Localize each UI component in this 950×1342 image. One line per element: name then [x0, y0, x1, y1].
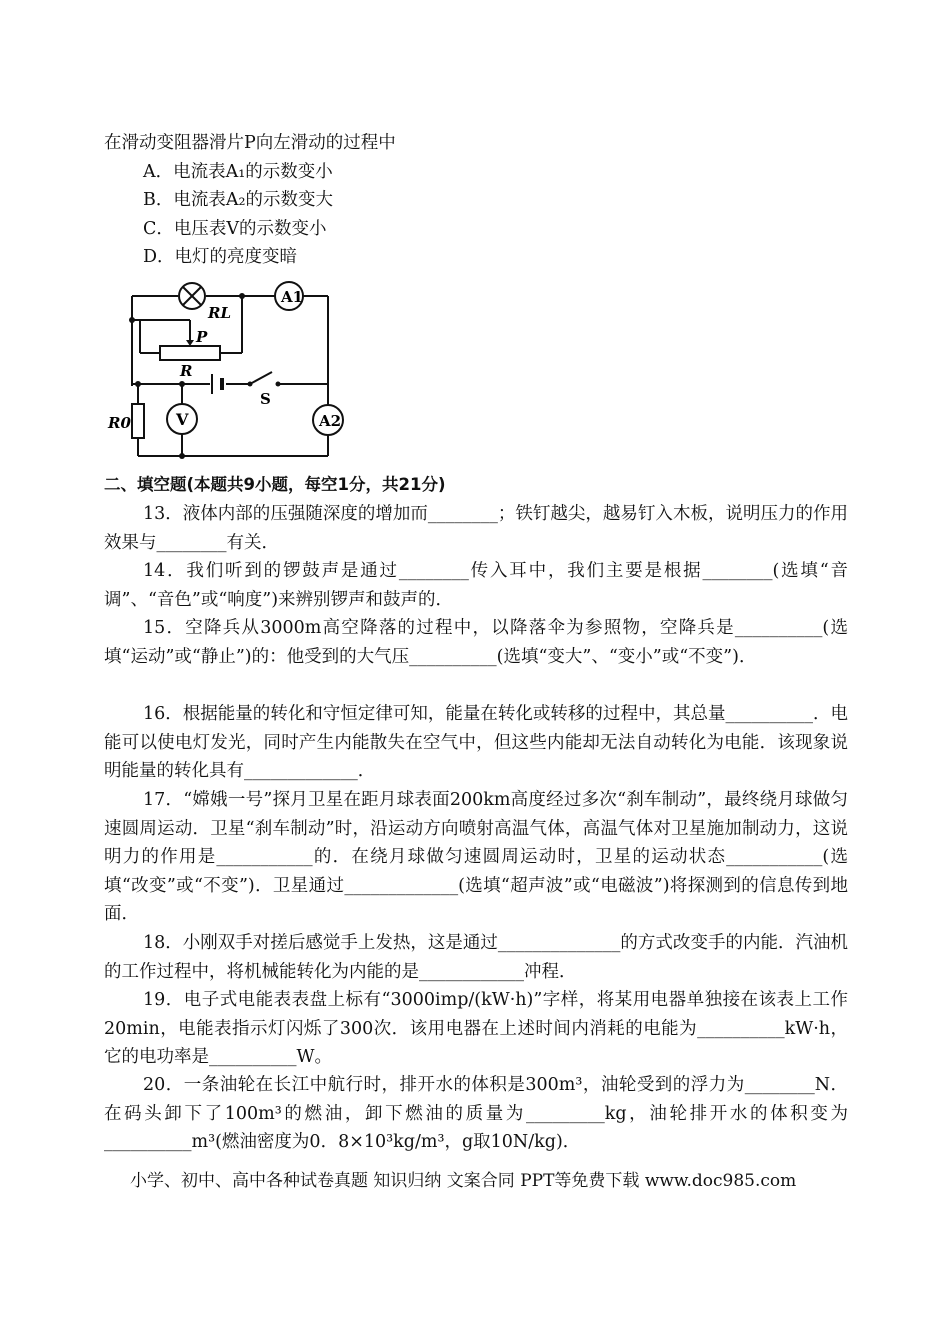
question-19-text: 19．电子式电能表表盘上标有“3000imp/(kW·h)”字样，将某用电器单独接在该表上工作20min，电能表指示灯闪烁了300次．该用电器在上述时间内消耗的电能为__________kW·h，它的电功率是__________W。 [104, 990, 848, 1067]
section-title: 二、填空题(本题共9小题，每空1分，共21分) [104, 475, 446, 494]
question-17-text: 17．“嫦娥一号”探月卫星在距月球表面200km高度经过多次“刹车制动”，最终绕月球做匀速圆周运动．卫星“刹车制动”时，沿运动方向喷射高温气体，高温气体对卫星施加制动力，这说明力的作用是___________的．在绕月球做匀速圆周运动时，卫星的运动状态___________(选填“改变”或“不变”)．卫星通过_____________(选填“超声波”或“电磁波”)将探测到的信息传到地面． [104, 790, 848, 924]
question-18-text: 18．小刚双手对搓后感觉手上发热，这是通过______________的方式改变手的内能．汽油机的工作过程中，将机械能转化为内能的是____________冲程． [104, 933, 848, 982]
rheostat-icon [160, 340, 220, 360]
ammeter-a1-label: A1 [281, 288, 304, 306]
question-20 [104, 1071, 848, 1157]
question-18 [104, 929, 848, 986]
voltmeter-label: V [176, 410, 189, 429]
footer-text: 小学、初中、高中各种试卷真题 知识归纳 文案合同 PPT等免费下载 www.doc985.com [130, 1171, 797, 1191]
circuit-diagram [100, 276, 360, 466]
rheostat-label: R [180, 362, 193, 380]
switch-label: S [260, 390, 271, 408]
question-12-stem: 在滑动变阻器滑片P向左滑动的过程中 [104, 133, 396, 153]
question-13-text: 13．液体内部的压强随深度的增加而________；铁钉越尖，越易钉入木板，说明压力的作用效果与________有关． [104, 504, 848, 553]
option-b: B．电流表A₂的示数变大 [143, 190, 334, 210]
slider-label: P [196, 328, 208, 346]
option-d: D．电灯的亮度变暗 [143, 247, 298, 267]
question-20-text: 20．一条油轮在长江中航行时，排开水的体积是300m³，油轮受到的浮力为________N．在码头卸下了100m³的燃油，卸下燃油的质量为_________kg，油轮排开水的体积变为__________m³(燃油密度为0．8×10³kg/m³，g取10N/kg)． [104, 1075, 848, 1152]
question-15-text: 15．空降兵从3000m高空降落的过程中，以降落伞为参照物，空降兵是__________(选填“运动”或“静止”)的：他受到的大气压__________(选填“变大”、“变小”或“不变”)． [104, 618, 848, 667]
question-19 [104, 986, 848, 1072]
question-14 [104, 557, 848, 614]
resistor-r0-icon [132, 404, 144, 438]
lamp-label: RL [208, 304, 232, 322]
ammeter-a2-label: A2 [319, 412, 342, 430]
option-c: C．电压表V的示数变小 [143, 219, 327, 239]
option-a: A．电流表A₁的示数变小 [143, 162, 333, 182]
question-15 [104, 614, 848, 671]
question-17 [104, 786, 848, 929]
battery-icon [212, 374, 222, 394]
question-14-text: 14．我们听到的锣鼓声是通过________传入耳中，我们主要是根据________(选填“音调”、“音色”或“响度”)来辨别锣声和鼓声的． [104, 561, 848, 610]
question-13 [104, 500, 848, 557]
question-16 [104, 700, 848, 786]
resistor-r0-label: R0 [108, 414, 131, 432]
lamp-icon [179, 283, 205, 309]
question-16-text: 16．根据能量的转化和守恒定律可知，能量在转化或转移的过程中，其总量__________．电能可以使电灯发光，同时产生内能散失在空气中，但这些内能却无法自动转化为电能．该现象说明能量的转化具有_____________． [104, 704, 848, 781]
